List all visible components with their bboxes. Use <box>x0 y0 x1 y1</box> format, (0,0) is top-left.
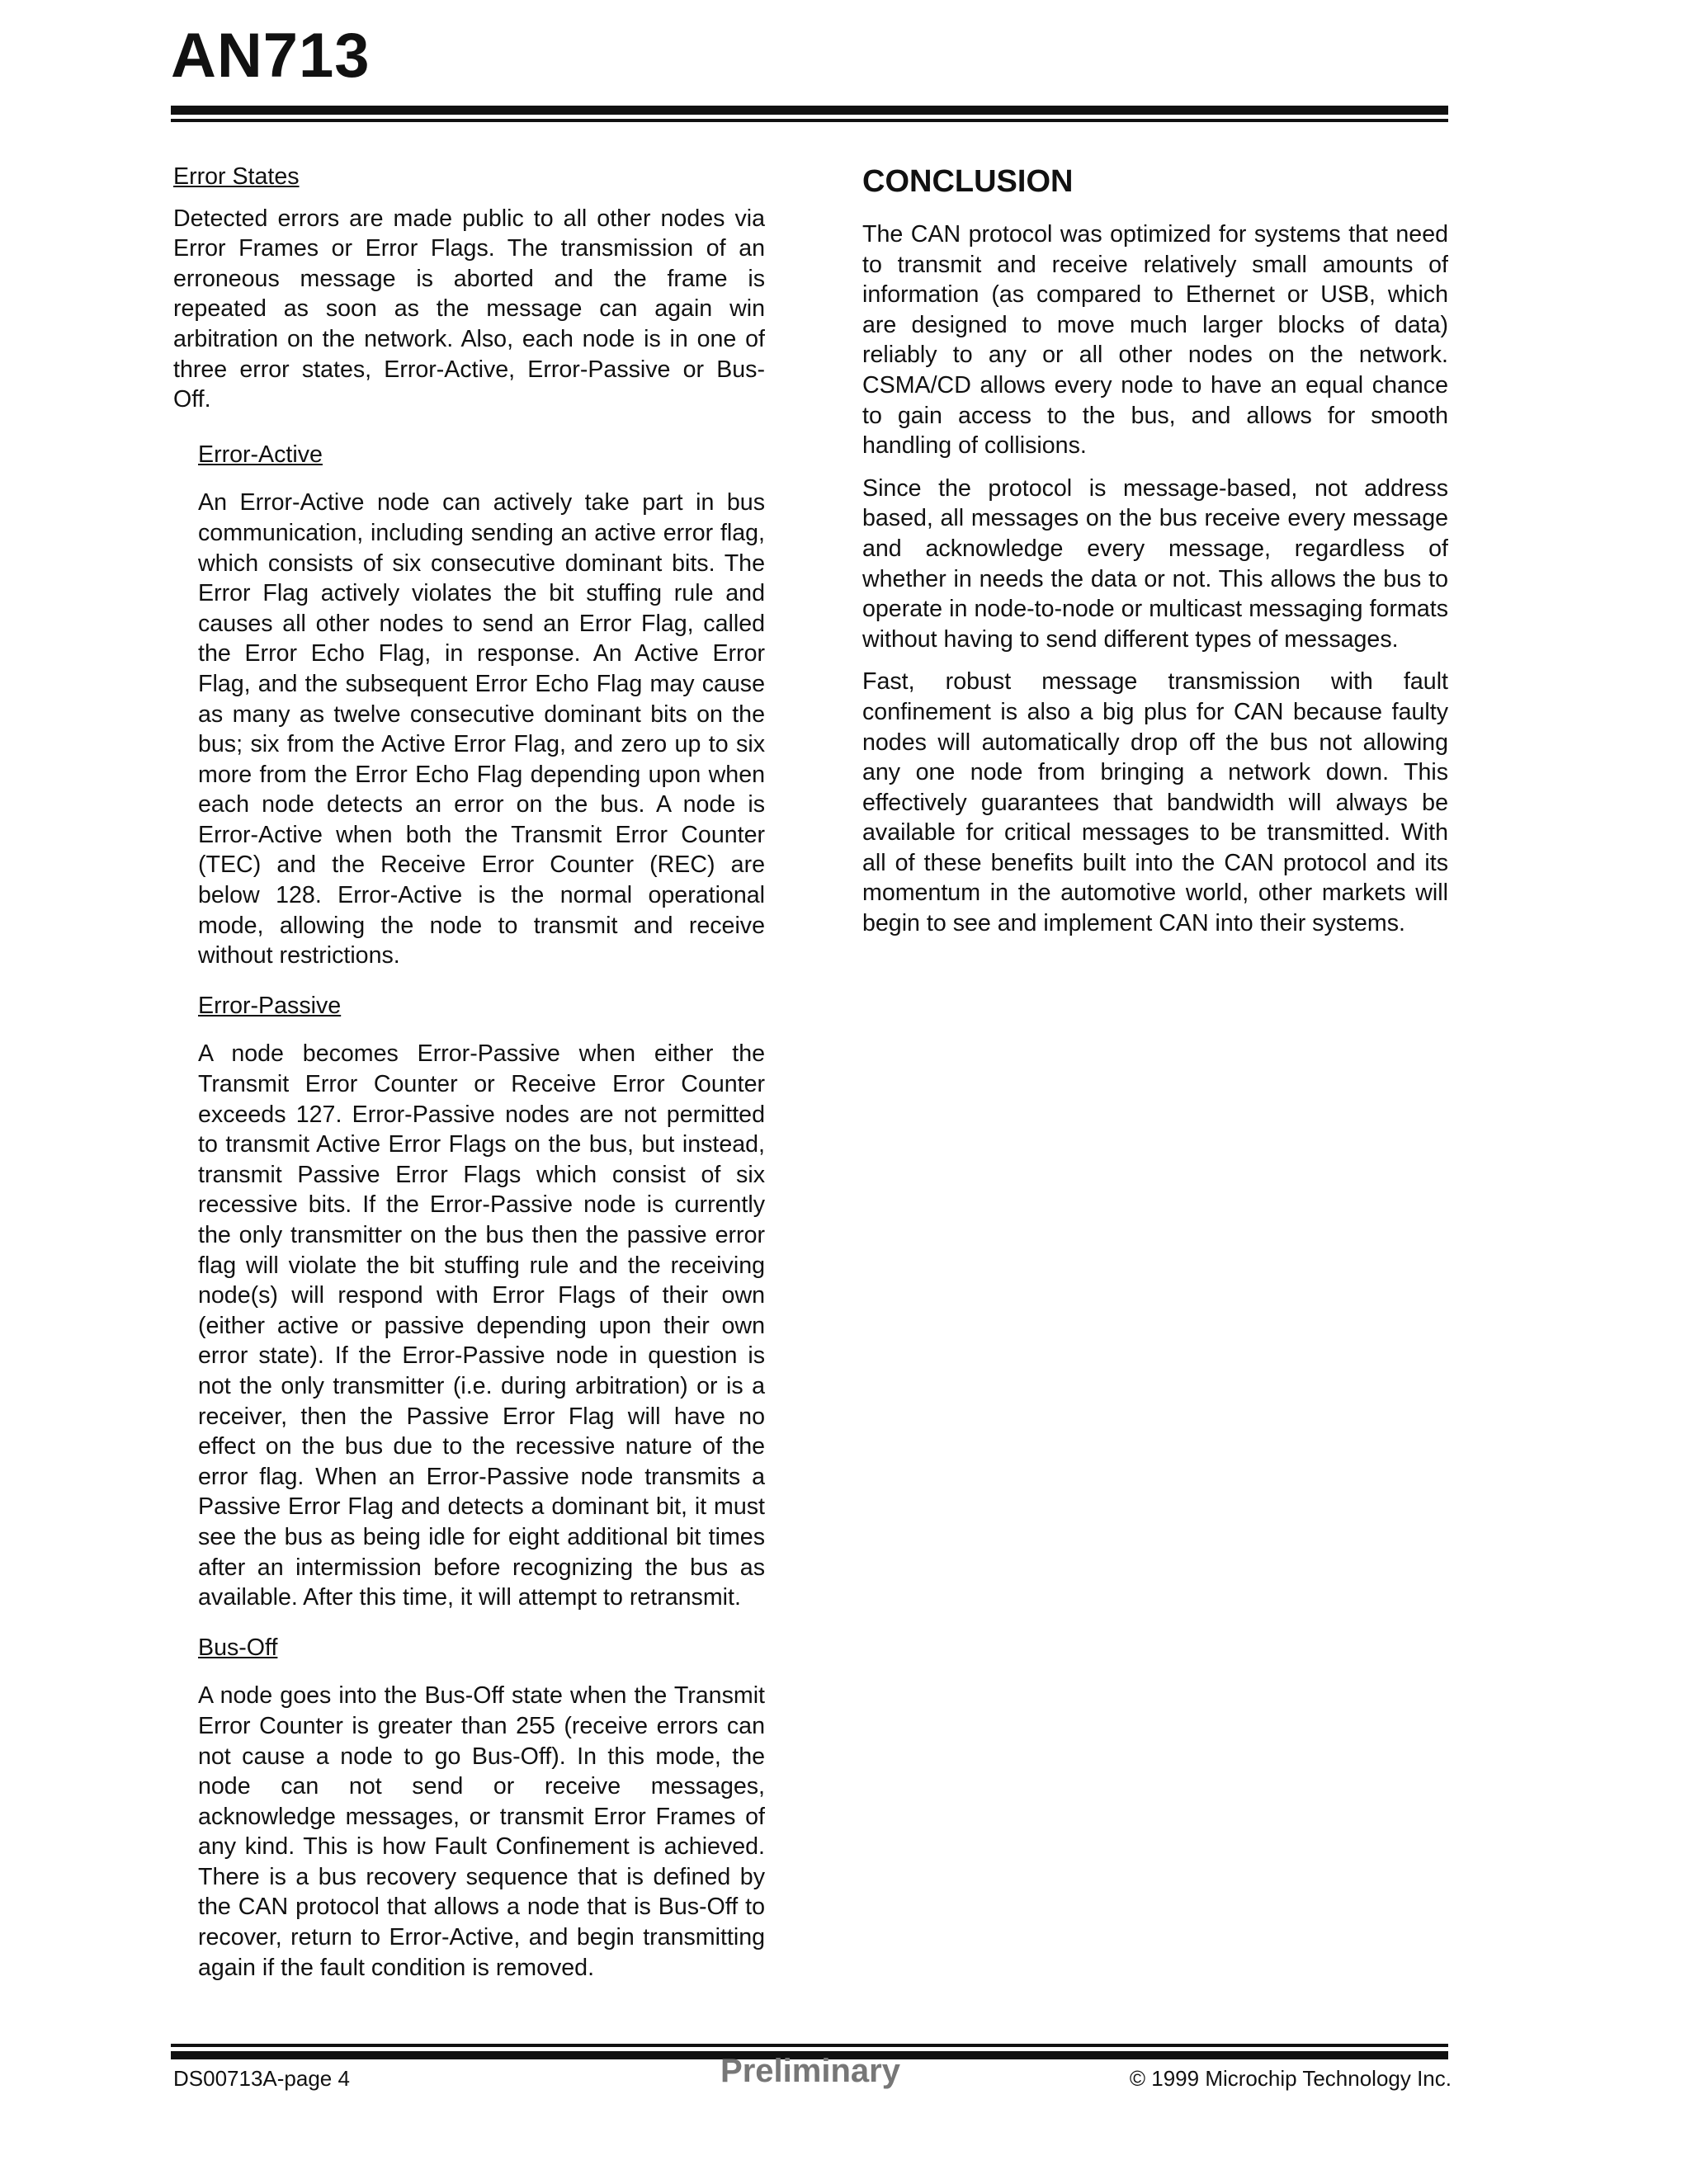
conclusion-paragraph: The CAN protocol was optimized for systems that need to transmit and receive relatively small amounts of information (as compared to Ethernet or USB, which are designed to move much larger blocks of data) reliably to any or all other nodes on the network. CSMA/CD allows every node to have an equal chance to gain access to the bus, and allows for smooth handling of collisions. <box>862 221 1448 460</box>
footer-page-ref: DS00713A-page 4 <box>173 2066 350 2091</box>
bus-off-heading: Bus-Off <box>198 1634 278 1661</box>
error-passive-body: A node becomes Error-Passive when either the Transmit Error Counter or Receive Error Counter exceeds 127. Error-Passive nodes are not permitted to transmit Active Error Flags on the bus, but instead, transmit Passive Error Flags which consist of six recessive bits. If the Error-Passive node is currently the only transmitter on the bus then the passive error flag will violate the bit stuffing rule and the receiving node(s) will respond with Error Flags of their own (either active or passive depending upon their own error state). If the Error-Passive node in question is not the only transmitter (i.e. during arbitration) or is a receiver, then the Passive Error Flag will have no effect on the bus due to the recessive nature of the error flag. When an Error-Passive node transmits a Passive Error Flag and detects a dominant bit, it must see the bus as being idle for eight additional bit times after an intermission before recognizing the bus as available. After this time, it will attempt to retransmit. <box>198 1040 765 1611</box>
right-column <box>862 162 1448 951</box>
bus-off-body: A node goes into the Bus-Off state when the Transmit Error Counter is greater than 255 (receive errors can not cause a node to go Bus-Off). In this mode, the node can not send or receive messages, acknowledge messages, or transmit Error Frames of any kind. This is how Fault Confinement is achieved. There is a bus recovery sequence that is defined by the CAN protocol that allows a node that is Bus-Off to recover, return to Error-Active, and begin transmitting again if the fault condition is removed. <box>198 1682 765 1981</box>
document-id: AN713 <box>171 21 371 91</box>
error-states-intro: Detected errors are made public to all other nodes via Error Frames or Error Flags. The transmission of an erroneous message is aborted and the frame is repeated as soon as the message can again win arbitration on the network. Also, each node is in one of three error states, Error-Active, Error-Passive or Bus-Off. <box>173 205 765 413</box>
footer-status: Preliminary <box>720 2053 900 2089</box>
left-column <box>173 162 765 2002</box>
error-state-sections <box>198 440 765 1984</box>
conclusion-paragraph: Since the protocol is message-based, not address based, all messages on the bus receive every message and acknowledge every message, regardless of whether in needs the data or not. This allows the bus to operate in node-to-node or multicast messaging formats without having to send different types of messages. <box>862 474 1448 653</box>
footer-copyright: © 1999 Microchip Technology Inc. <box>1129 2066 1452 2091</box>
error-passive-heading: Error-Passive <box>198 992 342 1019</box>
footer-rule-thin <box>171 2044 1448 2047</box>
error-states-heading: Error States <box>173 163 300 190</box>
header-rule-thin <box>171 119 1448 122</box>
error-active-body: An Error-Active node can actively take part in bus communication, including sending an active error flag, which consists of six consecutive dominant bits. The Error Flag actively violates the bit stuffing rule and causes all other nodes to send an Error Flag, called the Error Echo Flag, in response. An Active Error Flag, and the subsequent Error Echo Flag may cause as many as twelve consecutive dominant bits on the bus; six from the Active Error Flag, and zero up to six more from the Error Echo Flag depending upon when each node detects an error on the bus. A node is Error-Active when both the Transmit Error Counter (TEC) and the Receive Error Counter (REC) are below 128. Error-Active is the normal operational mode, allowing the node to transmit and receive without restrictions. <box>198 489 765 969</box>
header-rule-thick <box>171 106 1448 115</box>
conclusion-heading: CONCLUSION <box>862 164 1074 199</box>
conclusion-paragraph: Fast, robust message transmission with fault confinement is also a big plus for CAN because faulty nodes will automatically drop off the bus not allowing any one node from bringing a network down. This effectively guarantees that bandwidth will always be available for critical messages to be transmitted. With all of these benefits built into the CAN protocol and its momentum in the automotive world, other markets will begin to see and implement CAN into their systems. <box>862 668 1448 937</box>
error-active-heading: Error-Active <box>198 441 323 468</box>
